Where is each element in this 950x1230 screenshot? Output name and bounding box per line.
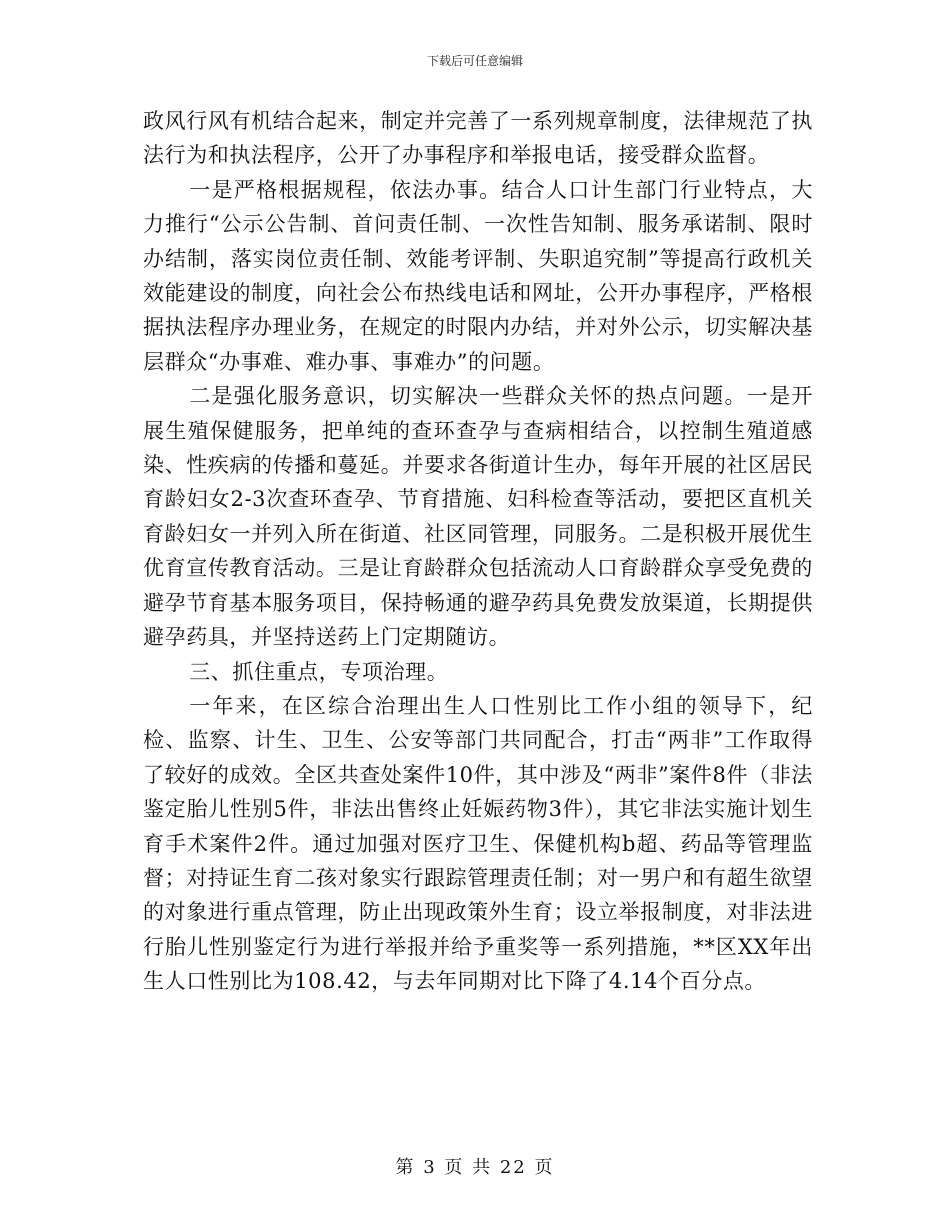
paragraph-3: 二是强化服务意识，切实解决一些群众关怀的热点问题。一是开展生殖保健服务，把单纯的查环查孕与查病相结合，以控制生殖道感染、性疾病的传播和蔓延。并要求各街道计生办，每年开展的社区居民育龄妇女2-3次查环查孕、节育措施、妇科检查等活动，要把区直机关育龄妇女一并列入所在街道、社区同管理，同服务。二是积极开展优生优育宣传教育活动。三是让育龄群众包括流动人口育龄群众享受免费的避孕节育基本服务项目，保持畅通的避孕药具免费发放渠道，长期提供避孕药具，并坚持送药上门定期随访。: [143, 384, 813, 650]
paragraph-4: 一年来，在区综合治理出生人口性别比工作小组的领导下，纪检、监察、计生、卫生、公安等部门共同配合，打击“两非”工作取得了较好的成效。全区共查处案件10件，其中涉及“两非”案件8件（非法鉴定胎儿性别5件，非法出售终止妊娠药物3件），其它非法实施计划生育手术案件2件。通过加强对医疗卫生、保健机构b超、药品等管理监督；对持证生育二孩对象实行跟踪管理责任制；对一男户和有超生欲望的对象进行重点管理，防止出现政策外生育；设立举报制度，对非法进行胎儿性别鉴定行为进行举报并给予重奖等一系列措施，**区XX年出生人口性别比为108.42，与去年同期对比下降了4.14个百分点。: [143, 693, 813, 994]
document-body: [143, 104, 813, 999]
page-footer: 第 3 页 共 22 页: [395, 1157, 555, 1178]
paragraph-2: 一是严格根据规程，依法办事。结合人口计生部门行业特点，大力推行“公示公告制、首问责任制、一次性告知制、服务承诺制、限时办结制，落实岗位责任制、效能考评制、失职追究制”等提高行政机关效能建设的制度，向社会公布热线电话和网址，公开办事程序，严格根据执法程序办理业务，在规定的时限内办结，并对外公示，切实解决基层群众“办事难、难办事、事难办”的问题。: [143, 177, 813, 374]
page-header: 下载后可任意编辑: [426, 54, 523, 68]
section-heading: 三、抓住重点，专项治理。: [189, 659, 449, 684]
paragraph-1: 政风行风有机结合起来，制定并完善了一系列规章制度，法律规范了执法行为和执法程序，公开了办事程序和举报电话，接受群众监督。: [143, 109, 813, 168]
